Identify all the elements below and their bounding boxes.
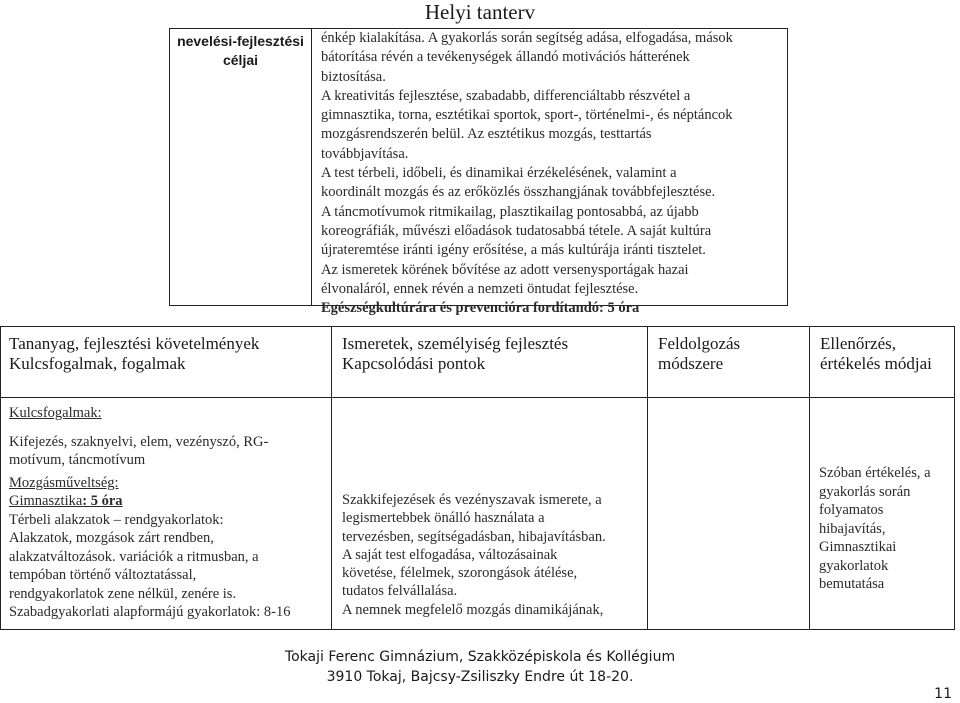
body-cell-evaluation — [810, 398, 954, 629]
footer-address: 3910 Tokaj, Bajcsy-Zsiliszky Endre út 18-20. — [326, 669, 634, 685]
evaluation-text — [819, 464, 946, 594]
knowledge-line-3: tervezésben, segítségadásban, hibajavításban. — [342, 528, 606, 545]
movement-literacy-label: Mozgásműveltség: — [9, 474, 119, 491]
header-cell-content — [1, 327, 332, 398]
evaluation-line-6: gyakorlatok — [819, 557, 889, 574]
header-col3-line1: Feldolgozás — [658, 334, 741, 353]
page-number: 11 — [934, 686, 952, 702]
evaluation-line-4: hibajavítás, — [819, 520, 886, 537]
header-col2-line2: Kapcsolódási pontok — [342, 354, 486, 373]
body-cell-method — [648, 398, 810, 629]
body-cell-content — [1, 398, 332, 629]
content-line-6: Szabadgyakorlati alapformájú gyakorlatok: 8-16 — [9, 604, 291, 620]
header-col2-line1: Ismeretek, személyiség fejlesztés — [342, 334, 569, 353]
content-line-2: Alakzatok, mozgások zárt rendben, — [9, 530, 214, 546]
main-table — [0, 326, 955, 630]
gymnastics-line — [9, 492, 323, 511]
knowledge-line-7: A nemnek megfelelő mozgás dinamikájának, — [342, 601, 604, 618]
goals-line-13: Az ismeretek körének bővítése az adott versenysportágak hazai — [321, 261, 689, 278]
knowledge-line-2: legismertebbek önálló használata a — [342, 510, 545, 527]
goals-line-1: énkép kialakítása. A gyakorlás során segítség adása, elfogadása, mások — [321, 30, 733, 46]
keywords-text-1: Kifejezés, szaknyelvi, elem, vezényszó, RG- — [9, 433, 269, 450]
header-cell-knowledge — [332, 327, 648, 398]
health-hours-line: Egészségkultúrára és prevencióra fordítandó: 5 óra — [321, 300, 640, 317]
content-line-4: tempóban történő változtatással, — [9, 567, 197, 583]
knowledge-line-1: Szakkifejezések és vezényszavak ismerete, a — [342, 492, 602, 508]
knowledge-text — [342, 491, 637, 619]
goals-line-7: továbbjavítása. — [321, 145, 409, 162]
evaluation-line-3: folyamatos — [819, 502, 884, 518]
goals-line-9: koordinált mozgás és az erőközlés összhangjának továbbfejlesztése. — [321, 184, 716, 201]
goals-line-2: bátorítása révén a tevékenységek állandó motivációs hátterének — [321, 49, 690, 66]
header-col1-line1: Tananyag, fejlesztési követelmények — [9, 334, 260, 353]
keywords-label: Kulcsfogalmak: — [9, 405, 102, 421]
goals-line-14: élvonaláról, ennek révén a nemzeti öntudat fejlesztése. — [321, 280, 639, 297]
goals-line-6: mozgásrendszerén belül. Az esztétikus mozgás, testtartás — [321, 126, 652, 143]
evaluation-line-1: Szóban értékelés, a — [819, 465, 931, 481]
header-cell-method — [648, 327, 810, 398]
knowledge-line-4: A saját test elfogadása, változásainak — [342, 546, 558, 563]
gymnastics-hours: : 5 óra — [82, 493, 123, 509]
keywords-text-2: motívum, táncmotívum — [9, 452, 146, 468]
evaluation-line-7: bemutatása — [819, 576, 885, 592]
content-line-1: Térbeli alakzatok – rendgyakorlatok: — [9, 511, 224, 528]
evaluation-line-2: gyakorlás során — [819, 483, 911, 500]
header-col1-line2: Kulcsfogalmak, fogalmak — [9, 354, 186, 373]
goals-line-5: gimnasztika, torna, esztétikai sportok, sport-, történelmi-, és néptáncok — [321, 107, 733, 124]
goals-line-10: A táncmotívumok ritmikailag, plasztikailag pontosabbá, az újabb — [321, 203, 699, 220]
goals-line-11: koreográfiák, művészi előadások tudatosabbá tétele. A saját kultúra — [321, 222, 712, 239]
goals-line-4: A kreativitás fejlesztése, szabadabb, differenciáltabb részvétel a — [321, 87, 691, 104]
content-line-3: alakzatváltozások. variációk a ritmusban, a — [9, 548, 259, 565]
top-table-left-cell — [170, 29, 312, 305]
body-cell-knowledge — [332, 398, 648, 629]
gymnastics-label: Gimnasztika — [9, 493, 83, 509]
knowledge-line-5: követése, félelmek, szorongások átélése, — [342, 565, 578, 582]
goals-text — [321, 29, 779, 299]
top-table — [169, 28, 788, 317]
content-line-5: rendgyakorlatok zene nélkül, zenére is. — [9, 585, 237, 602]
header-col3-line2: módszere — [658, 354, 724, 373]
top-table-content-cell — [313, 29, 787, 317]
knowledge-line-6: tudatos felvállalása. — [342, 583, 458, 600]
goals-line-8: A test térbeli, időbeli, és dinamikai érzékelésének, valamint a — [321, 165, 677, 182]
page-header-title: Helyi tanterv — [424, 0, 536, 24]
goals-label: nevelési-fejlesztési céljai — [177, 33, 304, 68]
header-cell-evaluation — [810, 327, 954, 398]
header-col4-line2: értékelés módjai — [820, 354, 932, 373]
footer-school-name: Tokaji Ferenc Gimnázium, Szakközépiskola és Kollégium — [284, 649, 676, 665]
header-col4-line1: Ellenőrzés, — [820, 334, 896, 353]
evaluation-line-5: Gimnasztikai — [819, 539, 897, 555]
goals-line-3: biztosítása. — [321, 68, 386, 85]
goals-line-12: újrateremtése iránti igény erősítése, a más kultúrája iránti tisztelet. — [321, 242, 706, 259]
